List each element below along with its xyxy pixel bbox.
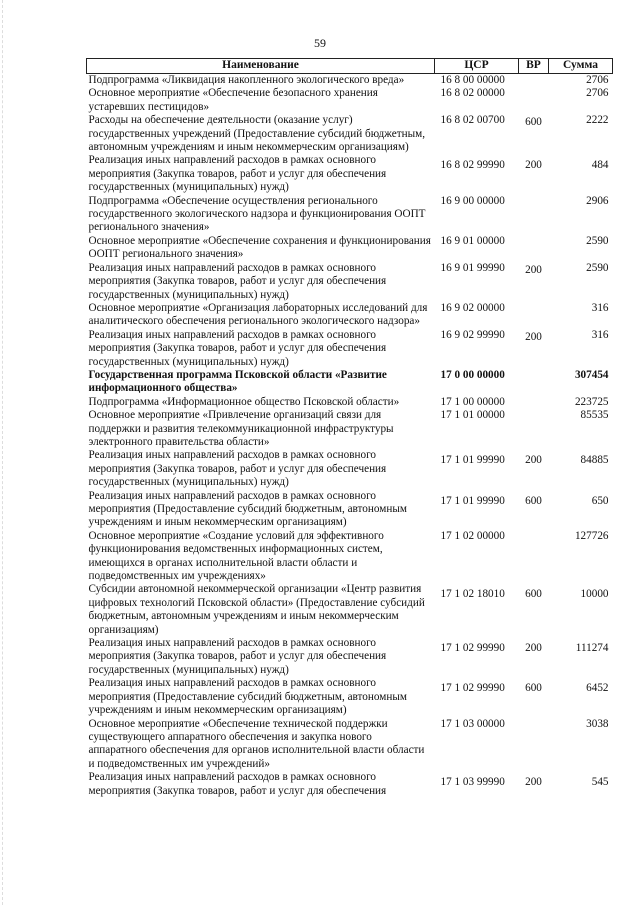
row-sum: 545 [591, 776, 609, 789]
table-row [87, 530, 613, 584]
row-csr: 16 9 01 00000 [440, 234, 505, 247]
row-csr: 16 9 01 99990 [440, 261, 505, 274]
table-row [87, 87, 613, 114]
row-csr: 17 1 02 00000 [440, 529, 505, 542]
row-vr [519, 87, 549, 114]
row-vr: 600 [525, 116, 542, 129]
row-sum: 2706 [586, 87, 609, 100]
row-csr: 16 9 00 00000 [440, 194, 505, 207]
row-csr: 16 9 02 99990 [440, 328, 505, 341]
table-row [87, 262, 613, 302]
row-name: Реализация иных направлений расходов в рамках основного мероприятия (Предоставление субсидий бюджетным, автономным учреждениям и иным некоммерческим организациям) [88, 677, 407, 717]
table-row [87, 637, 613, 677]
row-vr: 200 [525, 642, 542, 655]
table-row [87, 409, 613, 449]
row-vr [519, 718, 549, 772]
table-header-row [87, 59, 613, 74]
table-row [87, 396, 613, 409]
row-name: Подпрограмма «Обеспечение осуществления регионального государственного экологического надзора и функционирования ООПТ регионального значения» [88, 194, 426, 234]
table-row [87, 154, 613, 194]
table-row [87, 771, 613, 798]
row-vr: 200 [525, 263, 542, 276]
page-number: 59 [314, 36, 326, 50]
row-csr: 17 1 02 99990 [440, 642, 505, 655]
row-name: Подпрограмма «Информационное общество Псковской области» [88, 395, 400, 408]
row-name: Реализация иных направлений расходов в рамках основного мероприятия (Закупка товаров, работ и услуг для обеспечения государственных (муниципальных) нужд) [88, 449, 387, 489]
row-name: Реализация иных направлений расходов в рамках основного мероприятия (Закупка товаров, работ и услуг для обеспечения государственных (муниципальных) нужд) [88, 261, 387, 301]
row-vr: 200 [525, 776, 542, 789]
row-vr [519, 302, 549, 329]
row-sum: 85535 [580, 409, 609, 422]
row-vr: 600 [525, 494, 542, 507]
row-sum: 484 [591, 159, 609, 172]
row-name: Основное мероприятие «Создание условий для эффективного функционирования ведомственных информационных систем, имеющихся в органах исполнительной власти области и подведомственных им учреждениях» [88, 529, 384, 583]
row-sum: 2590 [586, 234, 609, 247]
table-row [87, 583, 613, 637]
row-vr [519, 409, 549, 449]
header-sum: Сумма [549, 59, 613, 74]
row-sum: 2706 [586, 74, 609, 86]
budget-table [86, 58, 613, 798]
table-row [87, 369, 613, 396]
row-name: Основное мероприятие «Организация лабораторных исследований для аналитического обеспечения регионального экологического надзора» [88, 301, 428, 328]
row-name: Реализация иных направлений расходов в рамках основного мероприятия (Закупка товаров, работ и услуг для обеспечения государственных (муниципальных) нужд) [88, 154, 387, 194]
header-vr: ВР [519, 59, 549, 74]
row-name: Расходы на обеспечение деятельности (оказание услуг) государственных учреждений (Предоставление субсидий бюджетным, автономным учреждениям и иным некоммерческим организациям) [88, 114, 426, 154]
row-name: Государственная программа Псковской области «Развитие информационного общества» [88, 368, 387, 395]
row-vr [519, 195, 549, 235]
row-sum: 84885 [580, 454, 609, 467]
table-row [87, 302, 613, 329]
table-row [87, 329, 613, 369]
row-sum: 2906 [586, 194, 609, 207]
row-vr: 200 [525, 330, 542, 343]
row-csr: 17 1 00 00000 [440, 395, 505, 408]
row-csr: 16 8 02 99990 [440, 159, 505, 172]
row-csr: 17 1 02 18010 [440, 588, 505, 601]
row-vr: 600 [525, 682, 542, 695]
row-sum: 111274 [575, 642, 609, 655]
row-vr [519, 396, 549, 409]
row-name: Реализация иных направлений расходов в рамках основного мероприятия (Предоставление субсидий бюджетным, автономным учреждениям и иным некоммерческим организациям) [88, 489, 407, 529]
row-vr [519, 530, 549, 584]
row-sum: 307454 [574, 368, 609, 381]
table-row [87, 195, 613, 235]
row-sum: 2222 [586, 114, 609, 127]
row-sum: 6452 [586, 682, 609, 695]
row-name: Реализация иных направлений расходов в рамках основного мероприятия (Закупка товаров, работ и услуг для обеспечения государственных (муниципальных) нужд) [88, 637, 387, 676]
row-csr: 16 8 02 00700 [440, 114, 505, 127]
row-csr: 16 8 00 00000 [440, 74, 505, 86]
row-csr: 16 9 02 00000 [440, 301, 505, 314]
row-name: Реализация иных направлений расходов в рамках основного мероприятия (Закупка товаров, работ и услуг для обеспечения [88, 771, 387, 797]
row-vr: 200 [525, 159, 542, 172]
row-sum: 316 [591, 301, 609, 314]
table-row [87, 235, 613, 262]
row-vr: 600 [525, 588, 542, 601]
row-sum: 10000 [580, 588, 609, 601]
header-name: Наименование [87, 59, 435, 74]
row-name: Субсидии автономной некоммерческой организации «Центр развития цифровых технологий Псковской области» (Предоставление субсидий бюджетным, автономным учреждениям и иным некоммерческим организациям) [88, 583, 425, 636]
row-csr: 17 1 02 99990 [440, 682, 505, 695]
row-csr: 17 1 01 00000 [440, 409, 505, 422]
header-csr: ЦСР [435, 59, 519, 74]
row-sum: 2590 [586, 261, 609, 274]
row-name: Основное мероприятие «Обеспечение сохранения и функционирования ООПТ регионального значения» [88, 234, 431, 261]
row-vr [519, 369, 549, 396]
row-sum: 316 [591, 328, 609, 341]
row-csr: 17 1 01 99990 [440, 494, 505, 507]
row-csr: 17 1 03 00000 [440, 717, 505, 730]
row-name: Основное мероприятие «Обеспечение технической поддержки существующего аппаратного обеспечения и закупка нового аппаратного обеспечения для органов исполнительной власти области и подведомственных им учреждений» [88, 717, 425, 770]
table-row [87, 718, 613, 772]
row-vr [519, 235, 549, 262]
row-name: Подпрограмма «Ликвидация накопленного экологического вреда» [88, 74, 405, 86]
row-csr: 17 0 00 00000 [440, 368, 505, 381]
row-name: Основное мероприятие «Привлечение организаций связи для поддержки и развития телекоммуникационной инфраструктуры электронного правительства области» [88, 409, 394, 448]
row-csr: 17 1 03 99990 [440, 776, 505, 789]
row-vr: 200 [525, 454, 542, 467]
row-vr [519, 74, 549, 88]
row-sum: 3038 [586, 717, 609, 730]
table-row [87, 490, 613, 530]
table-row [87, 74, 613, 88]
row-sum: 223725 [574, 395, 609, 408]
table-body [87, 74, 613, 798]
row-csr: 17 1 01 99990 [440, 454, 505, 467]
table-row [87, 449, 613, 489]
row-sum: 650 [591, 494, 609, 507]
page-edge-line [2, 0, 4, 905]
table-row [87, 677, 613, 717]
row-sum: 127726 [574, 529, 609, 542]
table-row [87, 114, 613, 154]
row-name: Реализация иных направлений расходов в рамках основного мероприятия (Закупка товаров, работ и услуг для обеспечения государственных (муниципальных) нужд) [88, 328, 387, 368]
row-name: Основное мероприятие «Обеспечение безопасного хранения устаревших пестицидов» [88, 87, 378, 113]
row-csr: 16 8 02 00000 [440, 87, 505, 100]
